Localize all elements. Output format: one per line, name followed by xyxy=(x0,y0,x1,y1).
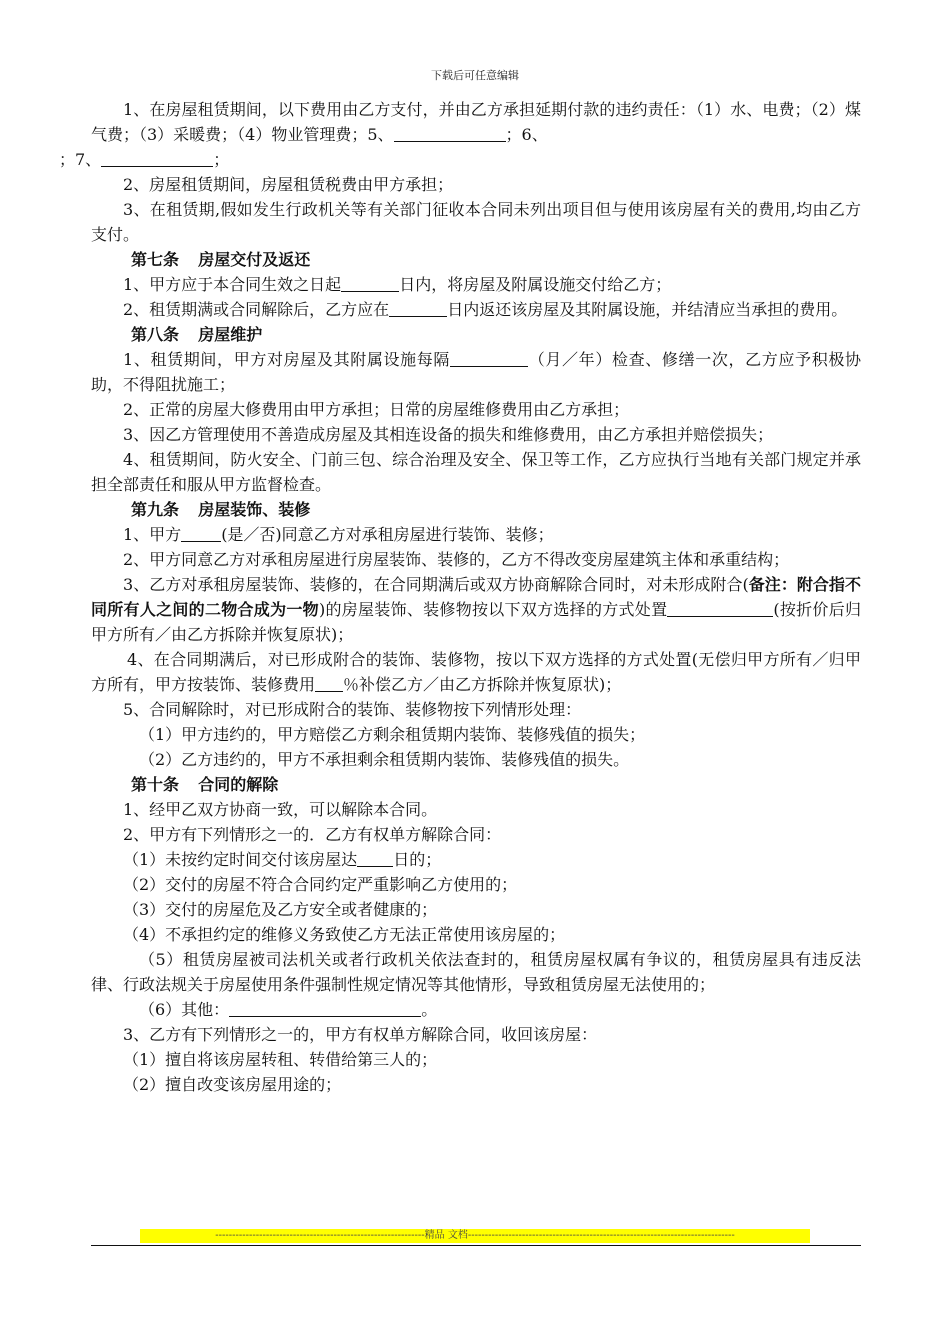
article-7-heading xyxy=(91,247,861,272)
article-title: 房屋维护 xyxy=(198,325,263,344)
clause-6-2: 2、房屋租赁期间，房屋租赁税费由甲方承担； xyxy=(123,175,454,194)
article-number: 第八条 xyxy=(131,325,180,344)
clause-text: 1、租赁期间，甲方对房屋及其附属设施每隔 xyxy=(123,350,451,369)
clause-10-2-4: （4）不承担约定的维修义务致使乙方无法正常使用该房屋的； xyxy=(123,925,566,944)
clause-text: （月／年）检查、修缮一次，乙方应予积极协助，不得阻扰施工； xyxy=(91,350,861,394)
header-note: 下载后可任意编辑 xyxy=(431,69,519,82)
clause-text: 4、在合同期满后，对已形成附合的装饰、装修物，按以下双方选择的方式处置(无偿归甲方所有／归甲方所有，甲方按装饰、装修费用 xyxy=(91,650,861,694)
clause-text: 3、乙方对承租房屋装饰、装修的，在合同期满后或双方协商解除合同时，对未形成附合( xyxy=(123,575,749,594)
bold-note: 备注：附合指不同所有人之间的二物合成为一物 xyxy=(91,575,861,619)
clause-8-1 xyxy=(91,347,861,397)
clause-text: 1、甲方 xyxy=(123,525,182,544)
clause-8-2: 2、正常的房屋大修费用由甲方承担；日常的房屋维修费用由乙方承担； xyxy=(123,400,630,419)
article-10-heading xyxy=(91,772,861,797)
blank-field xyxy=(315,673,343,692)
clause-text: 日的； xyxy=(393,850,442,869)
blank-field xyxy=(667,598,773,617)
clause-10-2-5: （5）租赁房屋被司法机关或者行政机关依法查封的，租赁房屋权属有争议的，租赁房屋具有违反法律、行政法规关于房屋使用条件强制性规定情况等其他情形，导致租赁房屋无法使用的； xyxy=(91,950,861,994)
blank-field xyxy=(101,148,213,167)
article-title: 房屋交付及返还 xyxy=(198,250,311,269)
blank-field xyxy=(389,298,447,317)
clause-7-1 xyxy=(91,272,861,297)
blank-field xyxy=(394,123,506,142)
clause-10-3: 3、乙方有下列情形之一的，甲方有权单方解除合同，收回该房屋： xyxy=(123,1025,598,1044)
clause-9-5-1: （1）甲方违约的，甲方赔偿乙方剩余租赁期内装饰、装修残值的损失； xyxy=(139,725,646,744)
clause-text: 1、甲方应于本合同生效之日起 xyxy=(123,275,342,294)
blank-field xyxy=(450,348,528,367)
clause-9-3 xyxy=(91,572,861,647)
clause-10-2-1 xyxy=(91,847,861,872)
footer-banner: --------------------------------------------------------------精品 文档------------------------------------------------------------------------------- xyxy=(140,1229,810,1243)
clause-text: (按折价后归甲方所有／由乙方拆除并恢复原状)； xyxy=(91,600,861,644)
clause-10-3-1: （1）擅自将该房屋转租、转借给第三人的； xyxy=(123,1050,438,1069)
clause-text: （6）其他： xyxy=(139,1000,230,1019)
clause-10-1: 1、经甲乙双方协商一致，可以解除本合同。 xyxy=(123,800,438,819)
clause-9-5: 5、合同解除时，对已形成附合的装饰、装修物按下列情形处理： xyxy=(123,700,582,719)
article-title: 合同的解除 xyxy=(198,775,279,794)
clause-8-3: 3、因乙方管理使用不善造成房屋及其相连设备的损失和维修费用，由乙方承担并赔偿损失； xyxy=(123,425,774,444)
clause-text: 日内，将房屋及附属设施交付给乙方； xyxy=(399,275,672,294)
clause-text: ； xyxy=(213,150,230,169)
clause-text: 日内返还该房屋及其附属设施，并结清应当承担的费用。 xyxy=(447,300,848,319)
clause-7-2 xyxy=(91,297,861,322)
clause-10-2: 2、甲方有下列情形之一的．乙方有权单方解除合同： xyxy=(123,825,502,844)
clause-9-1 xyxy=(91,522,861,547)
clause-10-2-3: （3）交付的房屋危及乙方安全或者健康的； xyxy=(123,900,438,919)
clause-text: 。 xyxy=(421,1000,438,1019)
blank-field xyxy=(181,523,221,542)
clause-10-3-2: （2）擅自改变该房屋用途的； xyxy=(123,1075,342,1094)
footer-divider xyxy=(91,1245,861,1246)
clause-text: ；7、 xyxy=(59,150,102,169)
clause-text: ％补偿乙方／由乙方拆除并恢复原状)； xyxy=(343,675,622,694)
clause-9-5-2: （2）乙方违约的，甲方不承担剩余租赁期内装饰、装修残值的损失。 xyxy=(139,750,630,769)
clause-text: （1）未按约定时间交付该房屋达 xyxy=(123,850,358,869)
clause-10-2-2: （2）交付的房屋不符合合同约定严重影响乙方使用的； xyxy=(123,875,518,894)
article-9-heading xyxy=(91,497,861,522)
clause-6-1 xyxy=(59,97,861,172)
clause-text: 2、租赁期满或合同解除后，乙方应在 xyxy=(123,300,390,319)
article-number: 第九条 xyxy=(131,500,180,519)
article-number: 第七条 xyxy=(131,250,180,269)
blank-field xyxy=(229,998,421,1017)
clause-text: )的房屋装饰、装修物按以下双方选择的方式处置 xyxy=(318,600,668,619)
clause-6-3: 3、在租赁期,假如发生行政机关等有关部门征收本合同未列出项目但与使用该房屋有关的费用,均由乙方支付。 xyxy=(91,200,861,244)
clause-text: 1、在房屋租赁期间，以下费用由乙方支付，并由乙方承担延期付款的违约责任：（1）水、电费；（2）煤气费；（3）采暖费；（4）物业管理费；5、 xyxy=(91,100,861,144)
clause-text: (是／否)同意乙方对承租房屋进行装饰、装修； xyxy=(221,525,554,544)
document-body xyxy=(59,97,861,1097)
article-8-heading xyxy=(91,322,861,347)
article-title: 房屋装饰、装修 xyxy=(198,500,311,519)
clause-9-2: 2、甲方同意乙方对承租房屋进行房屋装饰、装修的，乙方不得改变房屋建筑主体和承重结构； xyxy=(123,550,790,569)
blank-field xyxy=(341,273,399,292)
clause-8-4: 4、租赁期间，防火安全、门前三包、综合治理及安全、保卫等工作，乙方应执行当地有关部门规定并承担全部责任和服从甲方监督检查。 xyxy=(91,450,861,494)
clause-9-4 xyxy=(91,647,861,697)
clause-10-2-6 xyxy=(91,997,861,1022)
clause-text: ；6、 xyxy=(505,125,548,144)
blank-field xyxy=(357,848,393,867)
article-number: 第十条 xyxy=(131,775,180,794)
